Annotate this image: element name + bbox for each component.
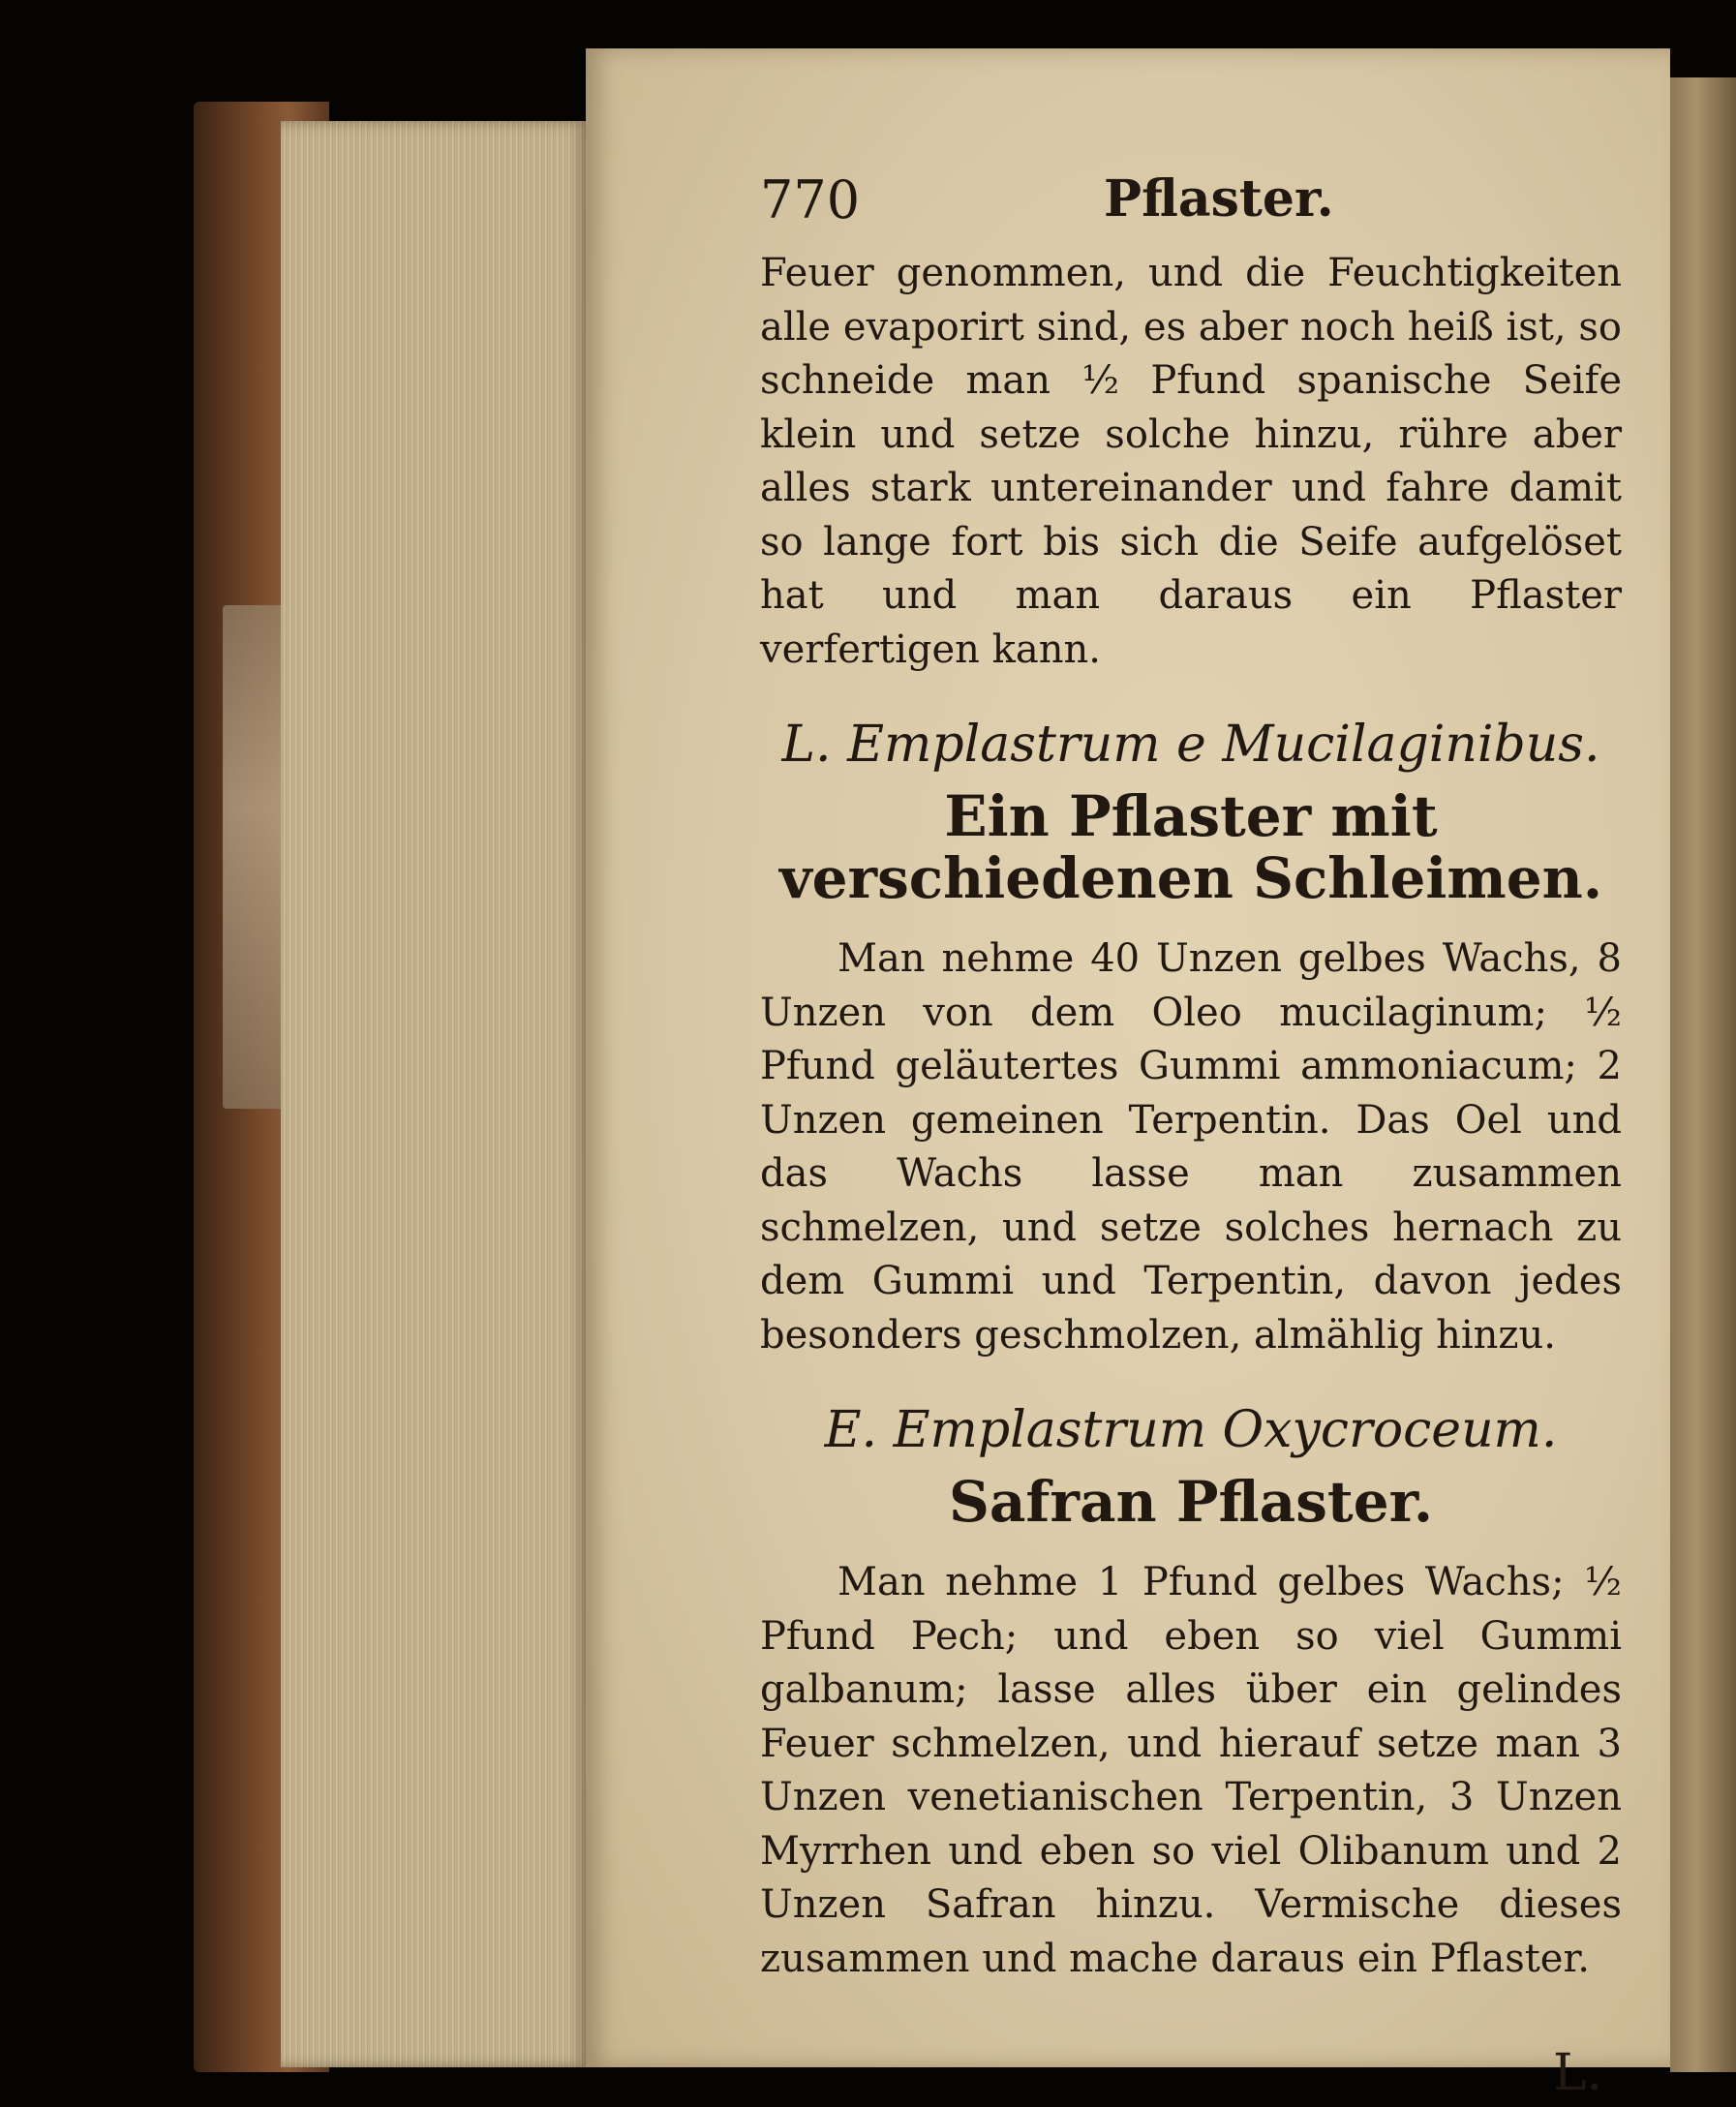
catchword: L. xyxy=(1552,2044,1602,2102)
section-text: Man nehme 40 Unzen gelbes Wachs, 8 Unzen von dem Oleo mucilaginum; ½ Pfund geläutertes Gummi ammoniacum; 2 Unzen gemeinen Terpentin. Das Oel und das Wachs lasse man zusammen schmelzen, und setze solches hernach zu dem Gummi und Terpentin, davon jedes besonders geschmolzen, almählig hinzu. xyxy=(760,936,1622,1358)
page-edges xyxy=(281,121,591,2067)
page-content xyxy=(760,169,1622,2102)
facing-page-edge xyxy=(1670,77,1736,2072)
running-head: Pflaster. xyxy=(1104,169,1334,229)
paragraph-continuation: Feuer genommen, und die Feuchtigkeiten alle evaporirt sind, es aber noch heiß ist, so schneide man ½ Pfund spanische Seife klein und setze solche hinzu, rühre aber alles stark untereinander und fahre damit so lange fort bis sich die Seife aufgelöset hat und man daraus ein Pflaster verfertigen kann. xyxy=(760,251,1622,672)
section-latin-title: L. Emplastrum e Mucilaginibus. xyxy=(781,716,1600,774)
page-number: 770 xyxy=(760,169,861,230)
section-german-title: Safran Pflaster. xyxy=(948,1469,1434,1535)
section-latin-title: E. Emplastrum Oxycroceum. xyxy=(824,1401,1558,1459)
section-text: Man nehme 1 Pfund gelbes Wachs; ½ Pfund Pech; und eben so viel Gummi galbanum; lasse alles über ein gelindes Feuer schmelzen, und hierauf setze man 3 Unzen venetianischen Terpentin, 3 Unzen Myrrhen und eben so viel Olibanum und 2 Unzen Safran hinzu. Vermische dieses zusammen und mache daraus ein Pflaster. xyxy=(760,1560,1622,1981)
page-header xyxy=(760,169,1622,247)
section-german-title: Ein Pflaster mit verschiedenen Schleimen. xyxy=(778,783,1603,911)
